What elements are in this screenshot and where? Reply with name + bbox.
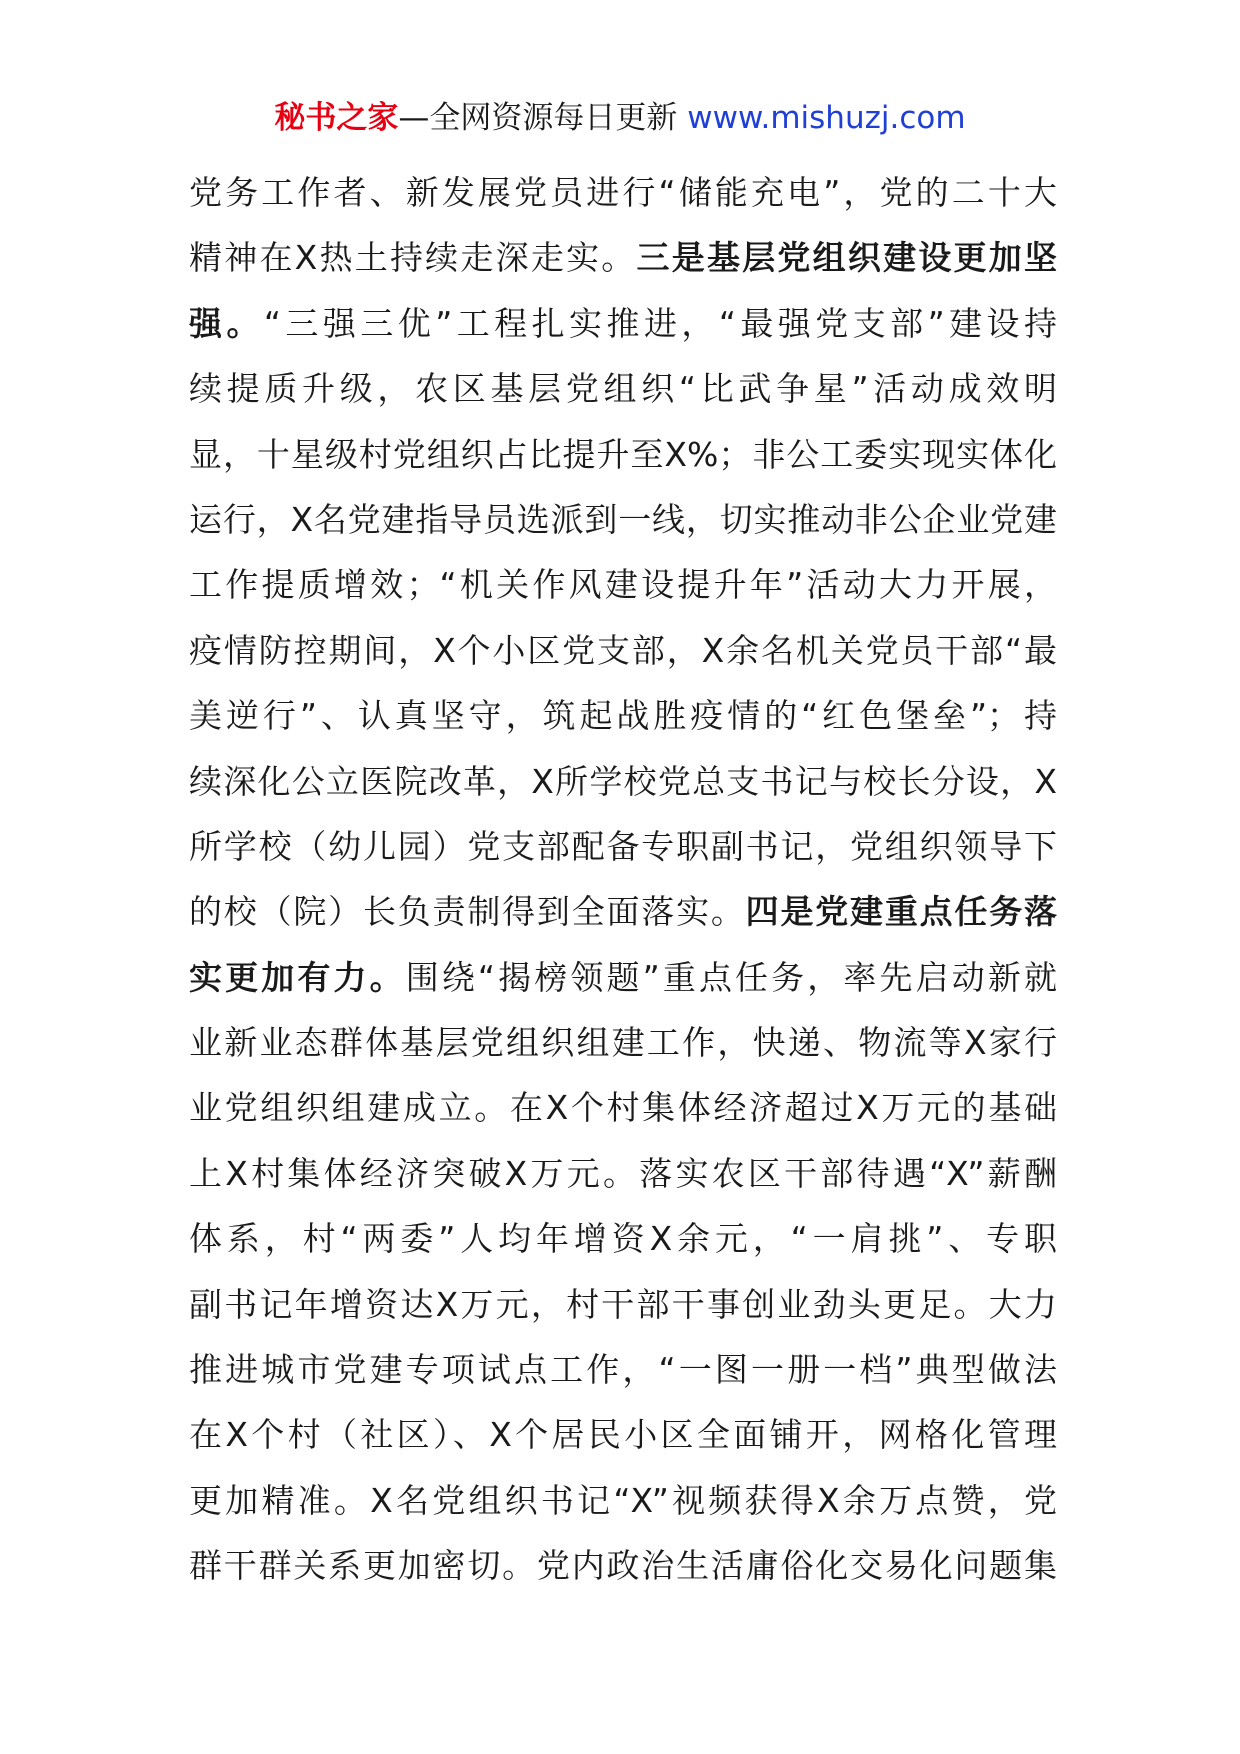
body-line [189, 487, 1057, 552]
body-text-segment: “三强三优”工程扎实推进，“最强党支部”建设持 [263, 303, 1058, 343]
body-text-segment: 续提质升级，农区基层党组织“比武争星”活动成效明 [189, 369, 1057, 409]
body-line [189, 291, 1057, 356]
body-text-segment: 业党组织组建成立。在X个村集体经济超过X万元的基础 [189, 1088, 1057, 1128]
body-text-segment: 显，十星级村党组织占比提升至X%；非公工委实现实体化 [189, 434, 1057, 474]
body-line [189, 749, 1057, 814]
body-line [189, 1206, 1057, 1271]
body-text-segment: 续深化公立医院改革，X所学校党总支书记与校长分设，X [189, 761, 1057, 801]
body-line [189, 1533, 1057, 1598]
body-text-segment: 体系，村“两委”人均年增资X余元，“一肩挑”、专职 [189, 1219, 1057, 1259]
body-text-segment: 在X个村（社区）、X个居民小区全面铺开，网格化管理 [189, 1415, 1057, 1455]
header-slogan: —全网资源每日更新 [398, 100, 678, 136]
body-line [189, 879, 1057, 944]
body-line [189, 552, 1057, 617]
body-line [189, 1272, 1057, 1337]
bold-heading-text: 三是基层党组织建设更加坚 [636, 238, 1058, 278]
body-line [189, 1337, 1057, 1402]
body-text-segment: 精神在X热土持续走深走实。 [189, 238, 637, 278]
body-text-segment: 运行，X名党建指导员选派到一线，切实推动非公企业党建 [189, 499, 1057, 539]
bold-heading-text: 强。 [189, 303, 264, 343]
body-text-segment: 群干群关系更加密切。党内政治生活庸俗化交易化问题集 [189, 1546, 1057, 1586]
body-text-segment: 副书记年增资达X万元，村干部干事创业劲头更足。大力 [189, 1284, 1057, 1324]
body-text-segment: 更加精准。X名党组织书记“X”视频获得X余万点赞，党 [189, 1480, 1057, 1520]
body-text-segment: 工作提质增效；“机关作风建设提升年”活动大力开展， [189, 565, 1057, 605]
body-text-segment: 推进城市党建专项试点工作，“一图一册一档”典型做法 [189, 1350, 1057, 1390]
document-body [189, 160, 1057, 1599]
body-line [189, 1010, 1057, 1075]
body-line [189, 683, 1057, 748]
body-text-segment: 围绕“揭榜领题”重点任务，率先启动新就 [405, 957, 1057, 997]
header-brand: 秘书之家 [274, 100, 399, 136]
body-text-segment: 所学校（幼儿园）党支部配备专职副书记，党组织领导下 [189, 826, 1057, 866]
body-text-segment: 美逆行”、认真坚守，筑起战胜疫情的“红色堡垒”；持 [189, 696, 1057, 736]
body-text-segment: 疫情防控期间，X个小区党支部，X余名机关党员干部“最 [189, 630, 1057, 670]
body-line [189, 1468, 1057, 1533]
body-line [189, 356, 1057, 421]
body-line [189, 1402, 1057, 1467]
body-line [189, 1075, 1057, 1140]
header-url[interactable]: www.mishuzj.com [677, 100, 966, 136]
body-text-segment: 的校（院）长负责制得到全面落实。 [189, 892, 746, 932]
bold-heading-text: 实更加有力。 [189, 957, 406, 997]
body-text-segment: 上X村集体经济突破X万元。落实农区干部待遇“X”薪酬 [189, 1153, 1057, 1193]
bold-heading-text: 四是党建重点任务落 [745, 892, 1058, 932]
page-header [0, 98, 1240, 138]
body-line [189, 1141, 1057, 1206]
body-text-segment: 业新业态群体基层党组织组建工作，快递、物流等X家行 [189, 1023, 1057, 1063]
body-line [189, 422, 1057, 487]
body-text-segment: 党务工作者、新发展党员进行“储能充电”，党的二十大 [189, 173, 1057, 212]
body-line [189, 618, 1057, 683]
body-line [189, 160, 1057, 225]
body-line [189, 814, 1057, 879]
body-line [189, 945, 1057, 1010]
body-line [189, 225, 1057, 290]
